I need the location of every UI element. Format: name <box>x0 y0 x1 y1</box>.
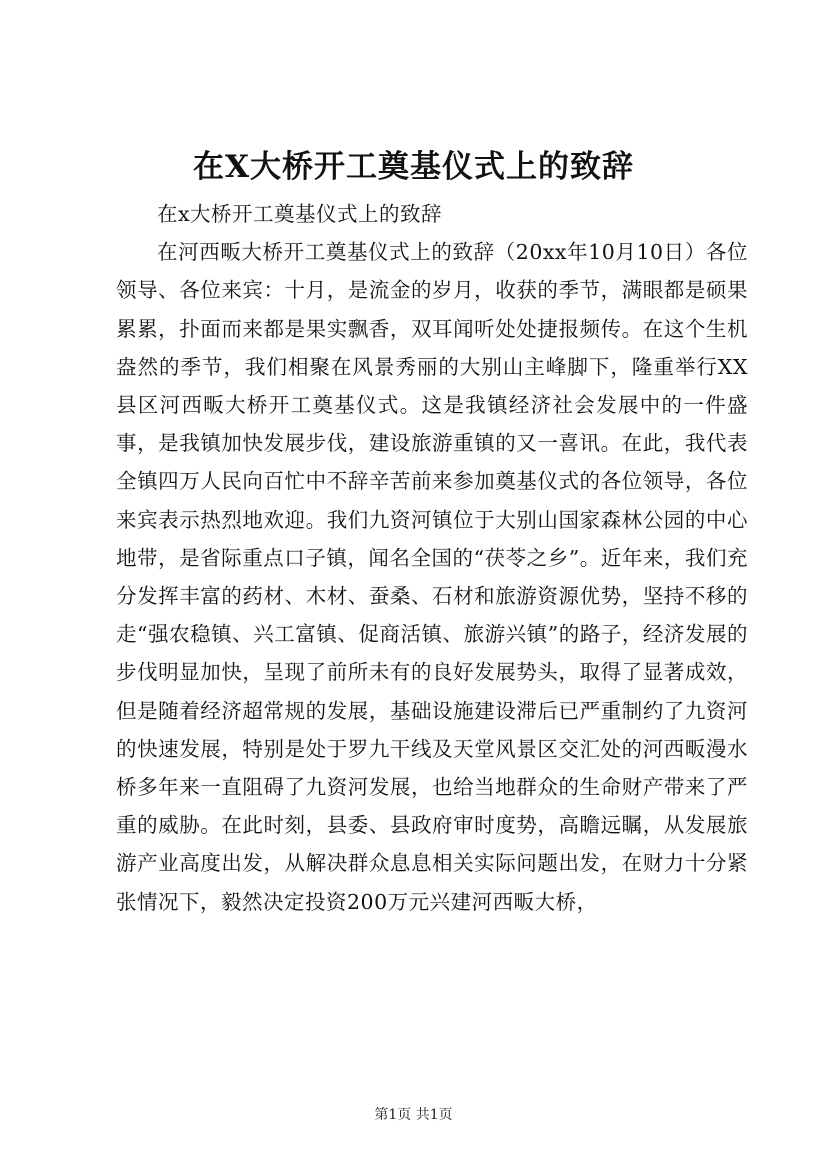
speech-paragraph: 在河西畈大桥开工奠基仪式上的致辞（20xx年10月10日）各位领导、各位来宾：十月，是流金的岁月，收获的季节，满眼都是硕果累累，扑面而来都是果实飘香，双耳闻听处处捷报频传。在这个生机盎然的季节，我们相聚在风景秀丽的大别山主峰脚下，隆重举行XX县区河西畈大桥开工奠基仪式。这是我镇经济社会发展中的一件盛事，是我镇加快发展步伐，建设旅游重镇的又一喜讯。在此，我代表全镇四万人民向百忙中不辞辛苦前来参加奠基仪式的各位领导，各位来宾表示热烈地欢迎。我们九资河镇位于大别山国家森林公园的中心地带，是省际重点口子镇，闻名全国的“茯苓之乡”。近年来，我们充分发挥丰富的药材、木材、蚕桑、石材和旅游资源优势，坚持不移的走“强农稳镇、兴工富镇、促商活镇、旅游兴镇”的路子，经济发展的步伐明显加快，呈现了前所未有的良好发展势头，取得了显著成效，但是随着经济超常规的发展，基础设施建设滞后已严重制约了九资河的快速发展，特别是处于罗九干线及天堂风景区交汇处的河西畈漫水桥多年来一直阻碍了九资河发展，也给当地群众的生命财产带来了严重的威胁。在此时刻，县委、县政府审时度势，高瞻远瞩，从发展旅游产业高度出发，从解决群众息息相关实际问题出发，在财力十分紧张情况下，毅然决定投资200万元兴建河西畈大桥， <box>116 240 748 914</box>
document-body <box>116 195 748 921</box>
subtitle-paragraph: 在x大桥开工奠基仪式上的致辞 <box>157 202 443 226</box>
page-footer: 第1页 共1页 <box>374 1107 453 1123</box>
document-title: 在X大桥开工奠基仪式上的致辞 <box>192 149 635 185</box>
